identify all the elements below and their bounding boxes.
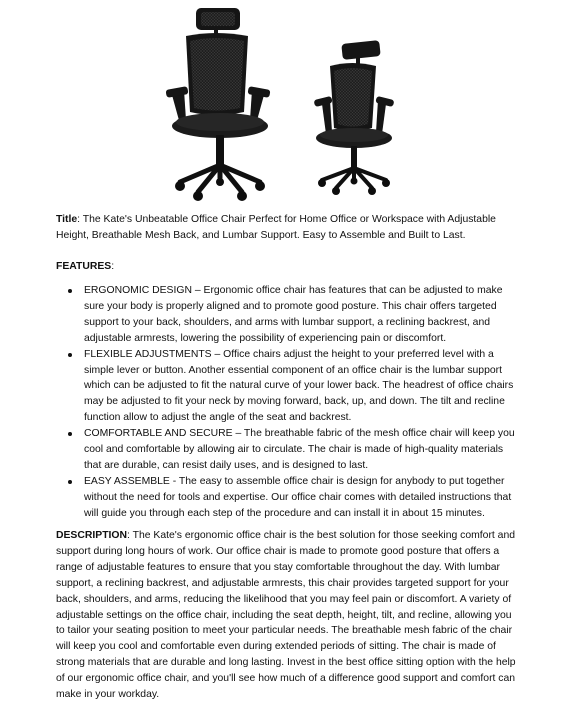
product-description	[56, 528, 518, 703]
product-hero	[0, 0, 562, 208]
title-text: : The Kate's Unbeatable Office Chair Perfect for Home Office or Workspace with Adjustable Height, Breathable Mesh Back, and Lumbar Support. Easy to Assemble and Built to Last.	[56, 214, 496, 241]
features-list	[56, 283, 518, 522]
title-label: Title	[56, 214, 78, 225]
description-label: DESCRIPTION	[56, 530, 128, 541]
features-heading-label: FEATURES	[56, 261, 112, 272]
product-title	[56, 212, 518, 244]
description-text: : The Kate's ergonomic office chair is the best solution for those seeking comfort and support during long hours of work. Our office chair is made to promote good posture that offers a range of adjustable features to ensure that you stay comfortable throughout the day. With lumbar support, a reclining backrest, and adjustable armrests, this chair provides targeted support for your back, shoulders, and arms, reducing the likelihood that you may feel pain or discomfort. A variety of adjustable settings on the office chair, including the seat depth, height, tilt, and recline, allowing you to tailor your seating position to meet your particular needs. The breathable mesh fabric of the chair will keep you cool and comfortable even during extended periods of sitting. The chair is made of strong materials that are durable and long lasting. Invest in the best office sitting option with the help of our ergonomic office chair, and you'll see how much of a difference good support and comfort can make in your workday.	[56, 530, 516, 701]
feature-item-comfortable-and-secure: COMFORTABLE AND SECURE – The breathable fabric of the mesh office chair will keep you cool and comfortable by allowing air to circulate. The chair is made of high-quality materials that are durable, can resist daily uses, and is designed to last.	[56, 426, 518, 474]
features-heading-suffix: :	[111, 261, 115, 272]
office-chair-front-icon	[165, 8, 270, 201]
product-image	[0, 0, 562, 208]
feature-item-easy-assemble: EASY ASSEMBLE - The easy to assemble office chair is design for anybody to put together without the need for tools and expertise. Our office chair comes with detailed instructions that will guide you through each step of the procedure and can install it in about 15 minutes.	[56, 474, 518, 522]
feature-item-ergonomic-design: ERGONOMIC DESIGN – Ergonomic office chair has features that can be adjusted to make sure your body is properly aligned and to promote good posture. This chair offers targeted support to your back, shoulders, and arms with lumbar support, a reclining backrest, and adjustable armrests, lowering the possibility of experiencing pain or discomfort.	[56, 283, 518, 347]
feature-item-flexible-adjustments: FLEXIBLE ADJUSTMENTS – Office chairs adjust the height to your preferred level with a simple lever or button. Another essential component of an office chair is the lumbar support which can be adjusted to fit the natural curve of your lower back. The headrest of office chairs may be adjusted to fit your neck by moving forward, back, up, and down. The tilt and recline function allow to adjust the angle of the seat and backrest.	[56, 347, 518, 427]
office-chair-angled-icon	[314, 40, 395, 195]
features-heading	[56, 259, 518, 275]
